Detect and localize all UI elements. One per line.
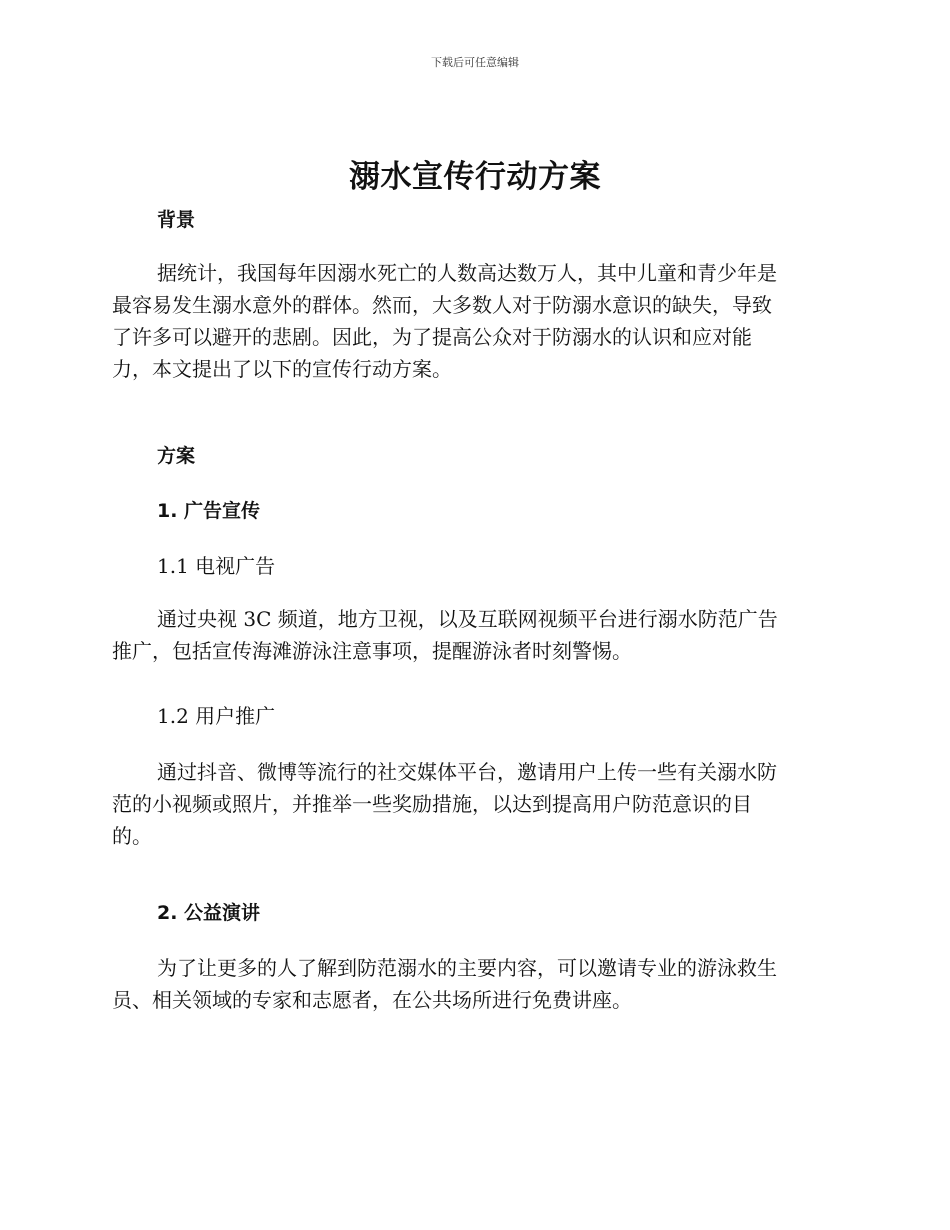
paragraph-line: 据统计，我国每年因溺水死亡的人数高达数万人，其中儿童和青少年是 — [157, 261, 777, 285]
paragraph-line: 为了让更多的人了解到防范溺水的主要内容，可以邀请专业的游泳救生 — [157, 956, 777, 980]
background-paragraph — [112, 257, 832, 385]
paragraph-line: 推广，包括宣传海滩游泳注意事项，提醒游泳者时刻警惕。 — [112, 639, 632, 663]
background-heading: 背景 — [157, 209, 196, 231]
paragraph-line: 的。 — [112, 824, 152, 848]
section-1-1-heading: 1.1 电视广告 — [157, 554, 276, 578]
page-header-note: 下载后可任意编辑 — [431, 56, 519, 69]
section-2-heading: 2. 公益演讲 — [157, 902, 261, 924]
paragraph-line: 通过抖音、微博等流行的社交媒体平台，邀请用户上传一些有关溺水防 — [157, 760, 777, 784]
paragraph-line: 通过央视 3C 频道，地方卫视，以及互联网视频平台进行溺水防范广告 — [157, 607, 778, 631]
paragraph-line: 力，本文提出了以下的宣传行动方案。 — [112, 357, 452, 381]
paragraph-line: 了许多可以避开的悲剧。因此，为了提高公众对于防溺水的认识和应对能 — [112, 325, 752, 349]
section-1-heading: 1. 广告宣传 — [157, 500, 261, 522]
section-1-2-paragraph — [112, 756, 832, 852]
plan-heading: 方案 — [157, 445, 196, 467]
section-2-paragraph — [112, 952, 832, 1016]
paragraph-line: 员、相关领域的专家和志愿者，在公共场所进行免费讲座。 — [112, 988, 632, 1012]
paragraph-line: 最容易发生溺水意外的群体。然而，大多数人对于防溺水意识的缺失，导致 — [112, 293, 772, 317]
paragraph-line: 范的小视频或照片，并推举一些奖励措施，以达到提高用户防范意识的目 — [112, 792, 752, 816]
document-title: 溺水宣传行动方案 — [349, 159, 601, 195]
section-1-2-heading: 1.2 用户推广 — [157, 704, 276, 728]
section-1-1-paragraph — [112, 603, 832, 667]
